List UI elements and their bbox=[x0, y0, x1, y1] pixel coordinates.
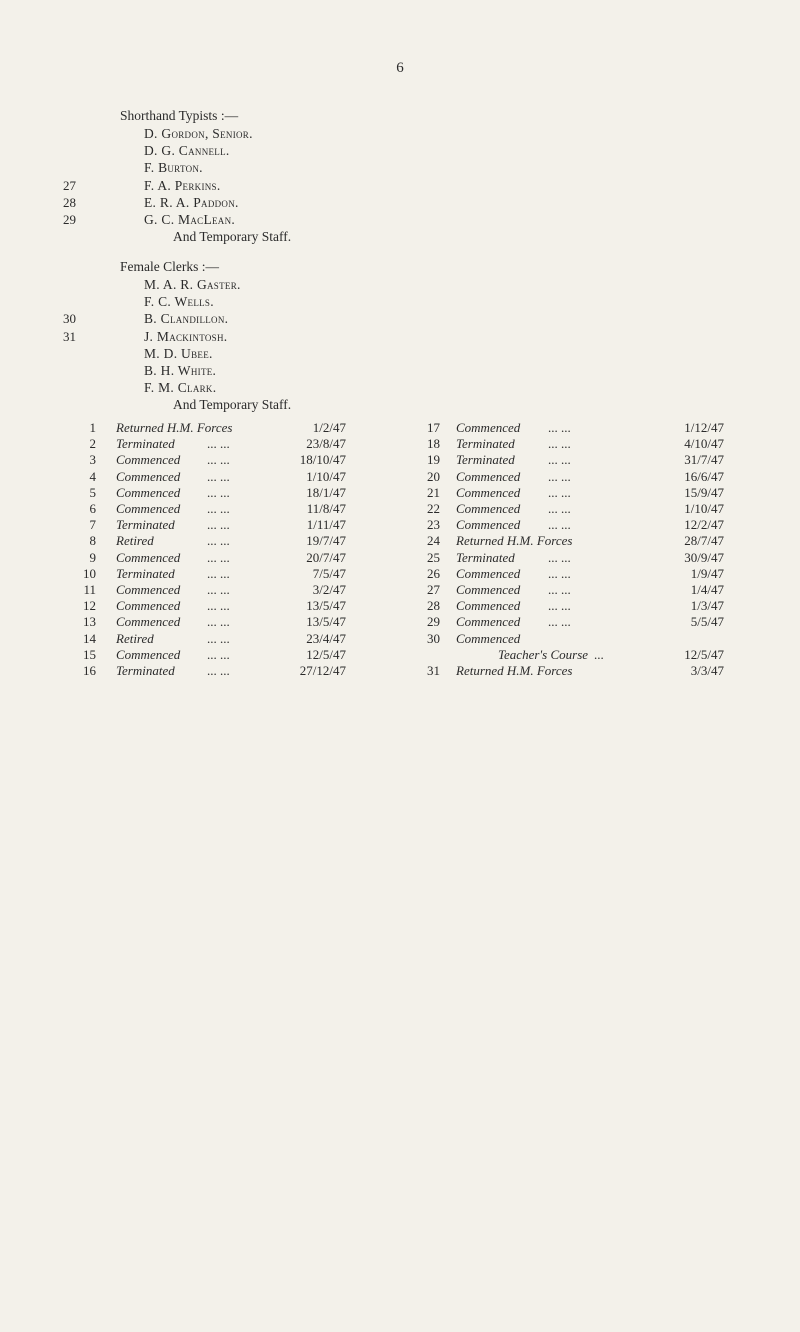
note-status: Terminated bbox=[456, 452, 515, 468]
note-date: 12/5/47 bbox=[306, 646, 346, 662]
note-number: 25 bbox=[427, 549, 440, 565]
staff-name: F. Burton. bbox=[144, 160, 203, 176]
note-date: 13/5/47 bbox=[306, 598, 346, 614]
note-number: 18 bbox=[427, 436, 440, 452]
section-heading: Shorthand Typists :— bbox=[120, 108, 239, 123]
note-row bbox=[0, 533, 800, 549]
note-row bbox=[0, 647, 800, 663]
leader-dots: ... ... bbox=[548, 420, 571, 435]
note-number: 26 bbox=[427, 565, 440, 581]
note-number: 31 bbox=[427, 663, 440, 678]
temporary-staff-note: And Temporary Staff. bbox=[173, 397, 292, 413]
note-date: 3/3/47 bbox=[690, 663, 724, 678]
note-row bbox=[0, 420, 800, 436]
page-number: 6 bbox=[396, 60, 404, 76]
note-number: 4 bbox=[89, 468, 96, 484]
note-number: 2 bbox=[89, 436, 96, 452]
note-row bbox=[0, 598, 800, 614]
leader-dots: ... ... bbox=[548, 452, 571, 468]
staff-name: M. A. R. Gaster. bbox=[144, 277, 241, 292]
note-row bbox=[0, 614, 800, 630]
note-number: 1 bbox=[89, 420, 96, 435]
staff-name: F. A. Perkins. bbox=[144, 177, 221, 193]
note-status: Commenced bbox=[456, 501, 521, 516]
note-status: Returned H.M. Forces bbox=[456, 663, 573, 678]
note-date: 1/10/47 bbox=[684, 501, 724, 516]
note-status: Terminated bbox=[116, 663, 175, 678]
note-status: Terminated bbox=[116, 517, 175, 533]
leader-dots: ... ... bbox=[207, 549, 230, 565]
note-status: Commenced bbox=[456, 420, 521, 435]
staff-name: J. Mackintosh. bbox=[144, 328, 228, 344]
note-status: Returned H.M. Forces bbox=[456, 533, 573, 549]
note-status: Commenced bbox=[116, 549, 181, 565]
note-number: 3 bbox=[89, 452, 96, 468]
note-number: 27 bbox=[427, 582, 440, 597]
note-date: 15/9/47 bbox=[684, 484, 724, 500]
note-date: 3/2/47 bbox=[312, 582, 346, 597]
note-date: 31/7/47 bbox=[684, 452, 724, 468]
note-row bbox=[0, 485, 800, 501]
leader-dots: ... ... bbox=[207, 582, 230, 597]
leader-dots: ... ... bbox=[548, 614, 571, 630]
footnote-number: 28 bbox=[63, 194, 76, 210]
note-date: 16/6/47 bbox=[684, 468, 724, 484]
note-date: 1/10/47 bbox=[306, 468, 346, 484]
note-row bbox=[0, 501, 800, 517]
leader-dots: ... ... bbox=[548, 436, 571, 452]
leader-dots: ... ... bbox=[207, 517, 230, 533]
leader-dots: ... ... bbox=[548, 484, 571, 500]
note-status: Commenced bbox=[116, 614, 181, 630]
note-number: 13 bbox=[83, 614, 96, 630]
note-date: 18/1/47 bbox=[306, 484, 346, 500]
note-date: 23/4/47 bbox=[306, 630, 346, 646]
note-status: Commenced bbox=[116, 484, 181, 500]
note-date: 4/10/47 bbox=[684, 436, 724, 452]
note-number: 7 bbox=[89, 517, 96, 533]
leader-dots: ... ... bbox=[207, 646, 230, 662]
leader-dots: ... ... bbox=[548, 549, 571, 565]
note-status: Terminated bbox=[116, 565, 175, 581]
note-number: 10 bbox=[83, 565, 96, 581]
footnote-number: 29 bbox=[63, 212, 76, 227]
leader-dots: ... ... bbox=[548, 517, 571, 533]
staff-name: F. C. Wells. bbox=[144, 294, 214, 310]
note-date: 1/3/47 bbox=[690, 598, 724, 614]
note-row bbox=[0, 550, 800, 566]
note-date: 12/5/47 bbox=[684, 646, 724, 662]
leader-dots: ... ... bbox=[548, 598, 571, 614]
leader-dots: ... ... bbox=[548, 565, 571, 581]
note-status: Retired bbox=[116, 533, 154, 549]
note-status: Commenced bbox=[116, 501, 181, 516]
note-status: Retired bbox=[116, 630, 154, 646]
note-number: 19 bbox=[427, 452, 440, 468]
note-number: 8 bbox=[89, 533, 96, 549]
note-date: 11/8/47 bbox=[306, 501, 346, 516]
note-number: 14 bbox=[83, 630, 96, 646]
note-number: 12 bbox=[83, 598, 96, 614]
note-status: Commenced bbox=[116, 452, 181, 468]
staff-name: M. D. Ubee. bbox=[144, 345, 213, 361]
note-number: 6 bbox=[89, 501, 96, 516]
note-status: Terminated bbox=[116, 436, 175, 452]
note-number: 17 bbox=[427, 420, 440, 435]
note-status: Commenced bbox=[116, 582, 181, 597]
note-date: 1/4/47 bbox=[690, 582, 724, 597]
note-number: 5 bbox=[89, 484, 96, 500]
leader-dots: ... ... bbox=[207, 614, 230, 630]
note-number: 22 bbox=[427, 501, 440, 516]
note-date: 20/7/47 bbox=[306, 549, 346, 565]
leader-dots: ... bbox=[594, 646, 604, 662]
note-date: 12/2/47 bbox=[684, 517, 724, 533]
note-number: 16 bbox=[83, 663, 96, 678]
leader-dots: ... ... bbox=[207, 533, 230, 549]
staff-name: D. G. Cannell. bbox=[144, 143, 230, 159]
leader-dots: ... ... bbox=[548, 468, 571, 484]
note-date: 27/12/47 bbox=[299, 663, 346, 678]
note-status: Commenced bbox=[456, 614, 521, 630]
leader-dots: ... ... bbox=[207, 484, 230, 500]
leader-dots: ... ... bbox=[207, 663, 230, 678]
note-number: 24 bbox=[427, 533, 440, 549]
note-number: 9 bbox=[89, 549, 96, 565]
section-heading: Female Clerks :— bbox=[120, 259, 219, 274]
note-date: 1/12/47 bbox=[684, 420, 724, 435]
note-number: 29 bbox=[427, 614, 440, 630]
note-status: Commenced bbox=[456, 565, 521, 581]
note-status: Commenced bbox=[456, 468, 521, 484]
note-row bbox=[0, 469, 800, 485]
note-number: 15 bbox=[83, 646, 96, 662]
note-date: 1/2/47 bbox=[312, 420, 346, 435]
leader-dots: ... ... bbox=[207, 501, 230, 516]
note-number: 23 bbox=[427, 517, 440, 533]
leader-dots: ... ... bbox=[207, 630, 230, 646]
note-status: Commenced bbox=[456, 598, 521, 614]
note-row bbox=[0, 631, 800, 647]
leader-dots: ... ... bbox=[207, 565, 230, 581]
note-row bbox=[0, 582, 800, 598]
note-status: Commenced bbox=[116, 598, 181, 614]
note-status: Teacher's Course bbox=[498, 646, 589, 662]
staff-name: B. Clandillon. bbox=[144, 311, 229, 327]
note-date: 19/7/47 bbox=[306, 533, 346, 549]
note-date: 23/8/47 bbox=[306, 436, 346, 452]
note-status: Commenced bbox=[456, 484, 521, 500]
note-status: Commenced bbox=[116, 646, 181, 662]
note-status: Commenced bbox=[456, 517, 521, 533]
footnote-number: 27 bbox=[63, 177, 76, 193]
leader-dots: ... ... bbox=[207, 452, 230, 468]
note-status: Terminated bbox=[456, 549, 515, 565]
footnote-number: 31 bbox=[63, 328, 76, 344]
leader-dots: ... ... bbox=[548, 582, 571, 597]
note-number: 11 bbox=[83, 582, 96, 597]
note-row bbox=[0, 452, 800, 468]
staff-name: E. R. A. Paddon. bbox=[144, 194, 239, 210]
note-row bbox=[0, 663, 800, 679]
staff-name: F. M. Clark. bbox=[144, 380, 217, 396]
note-status: Returned H.M. Forces bbox=[116, 420, 233, 435]
note-status: Commenced bbox=[116, 468, 181, 484]
leader-dots: ... ... bbox=[207, 598, 230, 614]
temporary-staff-note: And Temporary Staff. bbox=[173, 229, 292, 245]
note-number: 20 bbox=[427, 468, 440, 484]
staff-name: D. Gordon, Senior. bbox=[144, 126, 253, 141]
note-status: Terminated bbox=[456, 436, 515, 452]
footnote-number: 30 bbox=[63, 311, 76, 327]
note-date: 1/9/47 bbox=[690, 565, 724, 581]
note-status: Commenced bbox=[456, 582, 521, 597]
leader-dots: ... ... bbox=[548, 501, 571, 516]
note-date: 30/9/47 bbox=[684, 549, 724, 565]
note-date: 1/11/47 bbox=[306, 517, 346, 533]
note-date: 7/5/47 bbox=[312, 565, 346, 581]
note-date: 18/10/47 bbox=[299, 452, 346, 468]
note-date: 13/5/47 bbox=[306, 614, 346, 630]
note-date: 28/7/47 bbox=[684, 533, 724, 549]
note-number: 28 bbox=[427, 598, 440, 614]
staff-name: G. C. MacLean. bbox=[144, 212, 236, 227]
note-status: Commenced bbox=[456, 630, 521, 646]
note-number: 30 bbox=[427, 630, 440, 646]
staff-name: B. H. White. bbox=[144, 363, 217, 378]
leader-dots: ... ... bbox=[207, 468, 230, 484]
note-row bbox=[0, 517, 800, 533]
note-number: 21 bbox=[427, 484, 440, 500]
note-row bbox=[0, 436, 800, 452]
note-date: 5/5/47 bbox=[690, 614, 724, 630]
note-row bbox=[0, 566, 800, 582]
leader-dots: ... ... bbox=[207, 436, 230, 452]
